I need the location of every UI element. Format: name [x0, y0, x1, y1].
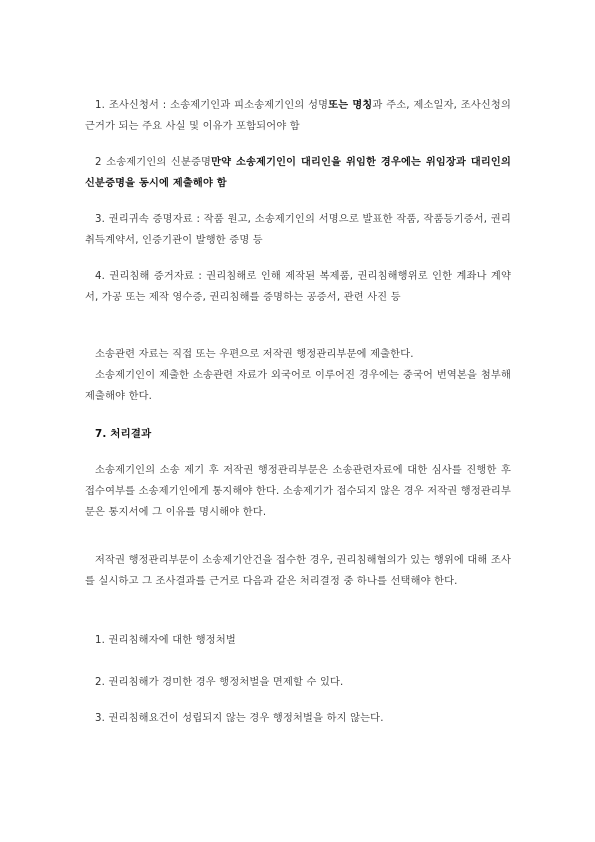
submission-note: 소송관련 자료는 직접 또는 우편으로 저작권 행정관리부문에 제출한다. — [95, 349, 414, 360]
item-text: 2 소송제기인의 신분증명 — [95, 157, 212, 168]
result-item-2: 2. 권리침해가 경미한 경우 행정처벌을 면제할 수 있다. — [95, 677, 344, 688]
result-item-1: 1. 권리침해자에 대한 행정처벌 — [95, 635, 236, 646]
result-item-3: 3. 권리침해요건이 성립되지 않는 경우 행정처벌을 하지 않는다. — [95, 713, 384, 724]
translation-note: 소송제기인이 제출한 소송관련 자료가 외국어로 이루어진 경우에는 중국어 번역본을 첨부해 제출해야 한다. — [85, 370, 511, 402]
item-text: 1. 조사신청서 : 소송제기인과 피소송제기인의 성명 — [95, 100, 329, 111]
item-bold-text: 또는 명칭 — [328, 100, 373, 111]
item-2-identification — [85, 152, 511, 194]
paragraph-investigation: 저작권 행정관리부문이 소송제기안건을 접수한 경우, 권리침해혐의가 있는 행위에 대해 조사를 실시하고 그 조사결과를 근거로 다음과 같은 처리결정 중 하나를 선택해야 한다. — [85, 555, 511, 587]
item-4-infringement-evidence: 4. 권리침해 증거자료 : 권리침해로 인해 제작된 복제품, 권리침해행위로 인한 계좌나 계약서, 가공 또는 제작 영수증, 권리침해를 증명하는 공증서, 관련 사진 등 — [85, 271, 511, 303]
item-3-ownership-proof: 3. 권리귀속 증명자료 : 작품 원고, 소송제기인의 서명으로 발표한 작품, 작품등기증서, 권리취득계약서, 인증기관이 발행한 증명 등 — [85, 214, 511, 246]
item-text: 과 주소, 제소일자, 조사신청의 근거가 되는 주요 사실 및 이유가 포함되어야 함 — [85, 100, 511, 132]
paragraph-review: 소송제기인의 소송 제기 후 저작권 행정관리부문은 소송관련자료에 대한 심사를 진행한 후 접수여부를 소송제기인에게 통지해야 한다. 소송제기가 접수되지 않은 경우 저작권 행정관리부문은 통지서에 그 이유를 명시해야 한다. — [85, 465, 511, 518]
item-bold-text: 만약 소송제기인이 대리인을 위임한 경우에는 위임장과 대리인의 신분증명을 동시에 제출해야 함 — [85, 157, 511, 189]
item-1-application-form — [85, 95, 511, 137]
section-heading: 7. 처리결과 — [95, 428, 152, 440]
